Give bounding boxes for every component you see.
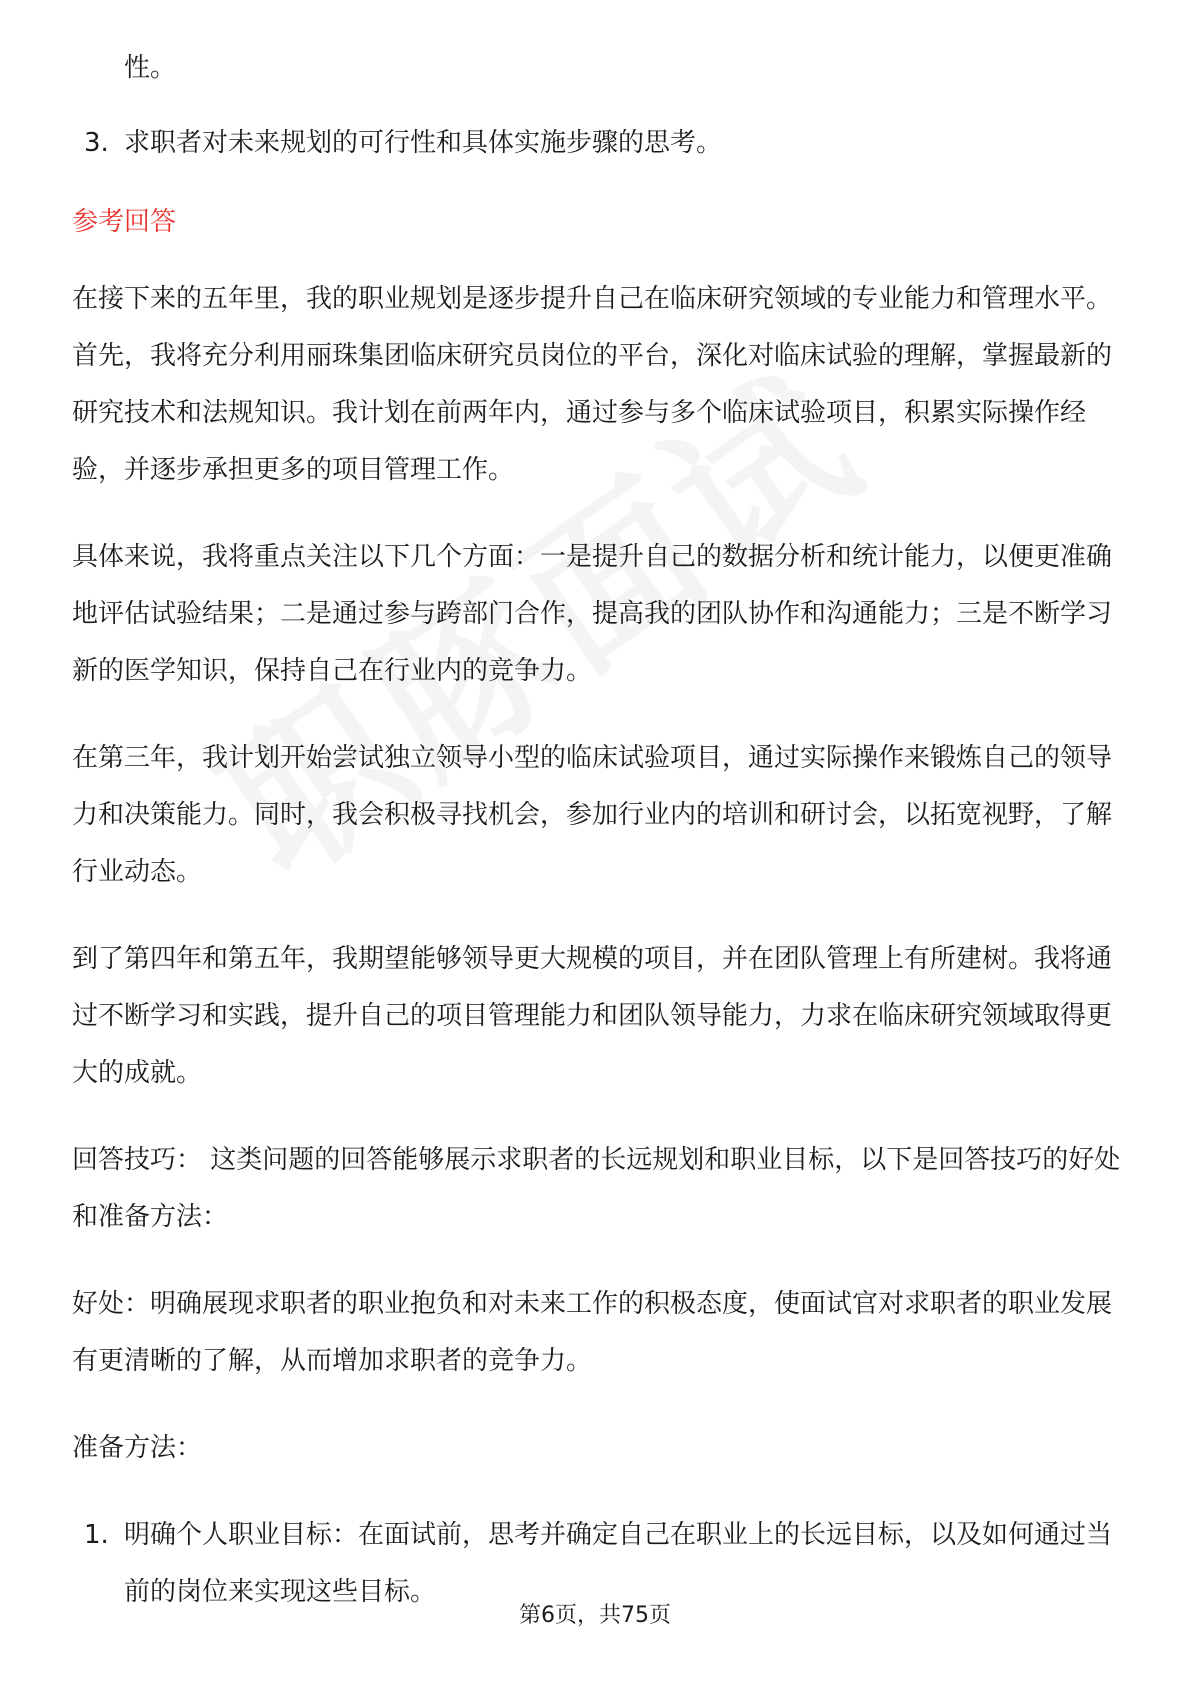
section-heading: 参考回答: [72, 207, 177, 237]
list-number: 3.: [84, 128, 109, 158]
document-page: [72, 40, 1122, 1641]
list-number: 1.: [84, 1520, 109, 1550]
list-item-text: 求职者对未来规划的可行性和具体实施步骤的思考。: [124, 128, 723, 158]
tips-paragraph: 回答技巧： 这类问题的回答能够展示求职者的长远规划和职业目标，以下是回答技巧的好处和准备方法：: [72, 1145, 1121, 1232]
answer-paragraph-1: 在接下来的五年里，我的职业规划是逐步提升自己在临床研究领域的专业能力和管理水平。首先，我将充分利用丽珠集团临床研究员岗位的平台，深化对临床试验的理解，掌握最新的研究技术和法规知识。我计划在前两年内，通过参与多个临床试验项目，积累实际操作经验，并逐步承担更多的项目管理工作。: [72, 284, 1113, 485]
list-item-text: 明确个人职业目标：在面试前，思考并确定自己在职业上的长远目标，以及如何通过当前的岗位来实现这些目标。: [124, 1520, 1113, 1607]
intro-tail: 性。: [124, 53, 177, 83]
answer-paragraph-3: 在第三年，我计划开始尝试独立领导小型的临床试验项目，通过实际操作来锻炼自己的领导力和决策能力。同时，我会积极寻找机会，参加行业内的培训和研讨会，以拓宽视野，了解行业动态。: [72, 743, 1113, 887]
answer-paragraph-4: 到了第四年和第五年，我期望能够领导更大规模的项目，并在团队管理上有所建树。我将通过不断学习和实践，提升自己的项目管理能力和团队领导能力，力求在临床研究领域取得更大的成就。: [72, 944, 1113, 1088]
benefits-paragraph: 好处：明确展现求职者的职业抱负和对未来工作的积极态度，使面试官对求职者的职业发展有更清晰的了解，从而增加求职者的竞争力。: [72, 1289, 1113, 1376]
page-footer: 第6页，共75页: [519, 1603, 671, 1628]
prep-heading: 准备方法：: [72, 1433, 203, 1463]
answer-paragraph-2: 具体来说，我将重点关注以下几个方面：一是提升自己的数据分析和统计能力，以便更准确地评估试验结果；二是通过参与跨部门合作，提高我的团队协作和沟通能力；三是不断学习新的医学知识，保持自己在行业内的竞争力。: [72, 542, 1113, 686]
criteria-list-item: [72, 115, 1122, 172]
